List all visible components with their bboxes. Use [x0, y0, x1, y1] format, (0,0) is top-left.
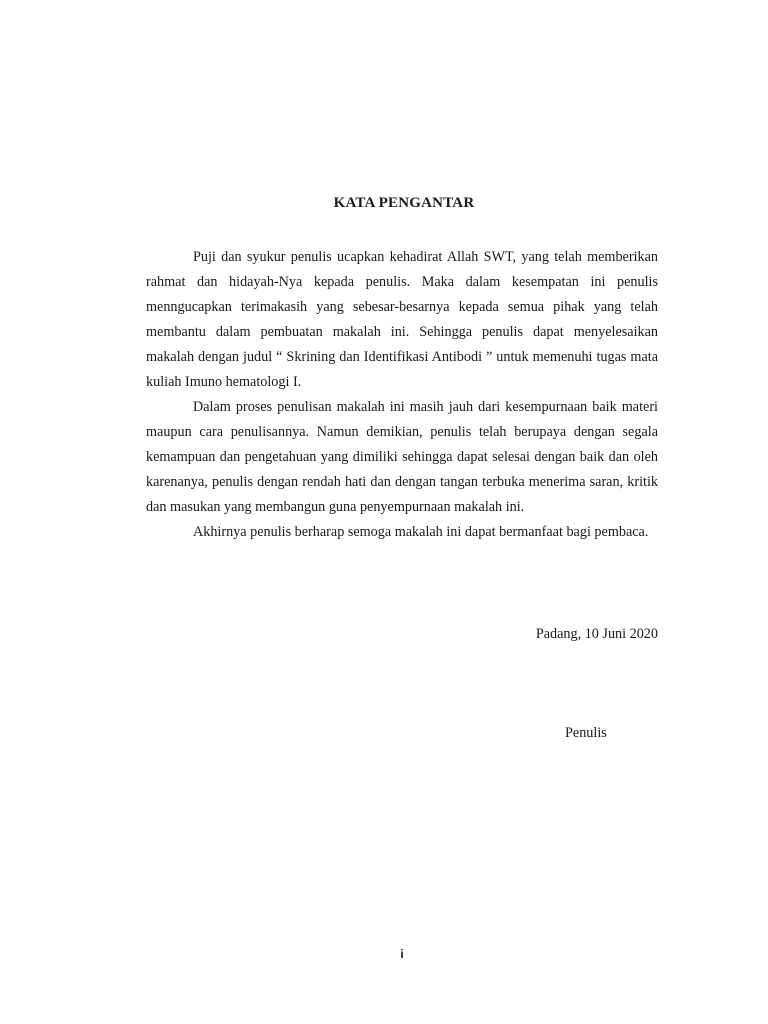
body-text [146, 245, 658, 545]
page-title: KATA PENGANTAR [333, 195, 475, 211]
place-date: Padang, 10 Juni 2020 [535, 626, 658, 642]
signer-name: Penulis [565, 725, 607, 741]
paragraph-opening: Puji dan syukur penulis ucapkan kehadirat Allah SWT, yang telah memberikan rahmat dan hidayah-Nya kepada penulis. Maka dalam kesempatan ini penulis menngucapkan terimakasih yang sebesar-besarnya kepada semua pihak yang telah membantu dalam pembuatan makalah ini. Sehingga penulis dapat menyelesaikan makalah dengan judul “ Skrining dan Identifikasi Antibodi ” untuk memenuhi tugas mata kuliah Imuno hematologi I. [146, 249, 658, 390]
paragraph-closing: Akhirnya penulis berharap semoga makalah ini dapat bermanfaat bagi pembaca. [193, 524, 649, 540]
paragraph-process: Dalam proses penulisan makalah ini masih jauh dari kesempurnaan baik materi maupun cara penulisannya. Namun demikian, penulis telah berupaya dengan segala kemampuan dan pengetahuan yang dimiliki sehingga dapat selesai dengan baik dan oleh karenanya, penulis dengan rendah hati dan dengan tangan terbuka menerima saran, kritik dan masukan yang membangun guna penyempurnaan makalah ini. [146, 399, 658, 515]
page-number: i [400, 947, 404, 961]
